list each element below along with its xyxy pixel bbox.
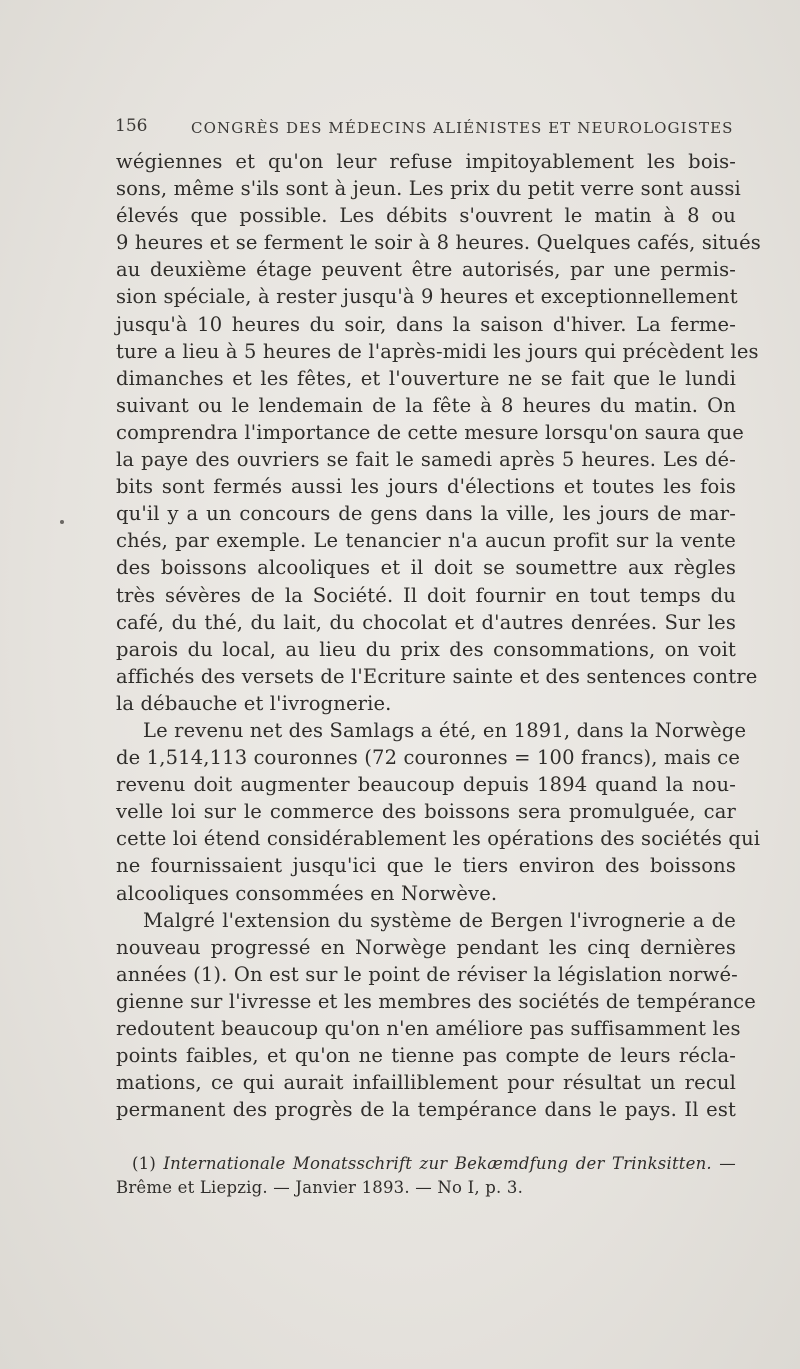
text-line: parois du local, au lieu du prix des consommations, on voit bbox=[116, 637, 736, 661]
text-line: suivant ou le lendemain de la fête à 8 heures du matin. On bbox=[116, 393, 736, 417]
text-line: très sévères de la Société. Il doit fournir en tout temps du bbox=[116, 583, 736, 607]
text-line: nouveau progressé en Norwège pendant les cinq dernières bbox=[116, 935, 736, 959]
text-line: qu'il y a un concours de gens dans la ville, les jours de mar- bbox=[116, 502, 736, 526]
text-line: permanent des progrès de la tempérance dans le pays. Il est bbox=[116, 1098, 736, 1122]
text-line: Le revenu net des Samlags a été, en 1891, dans la Norwège bbox=[143, 718, 747, 742]
ink-speck bbox=[60, 520, 64, 524]
footnote bbox=[116, 1152, 736, 1200]
footnote-marker: (1) bbox=[132, 1154, 156, 1173]
text-line: jusqu'à 10 heures du soir, dans la saison d'hiver. La ferme- bbox=[116, 312, 736, 336]
text-line: alcooliques consommées en Norwève. bbox=[116, 881, 498, 905]
text-line: velle loi sur le commerce des boissons sera promulguée, car bbox=[116, 800, 736, 824]
text-line: comprendra l'importance de cette mesure lorsqu'on saura que bbox=[116, 420, 744, 444]
text-line: chés, par exemple. Le tenancier n'a aucun profit sur la vente bbox=[116, 529, 736, 553]
text-line: bits sont fermés aussi les jours d'élections et toutes les fois bbox=[116, 475, 736, 499]
text-line: sion spéciale, à rester jusqu'à 9 heures et exceptionnellement bbox=[116, 285, 738, 309]
body-text bbox=[116, 148, 761, 1123]
text-line: de 1,514,113 couronnes (72 couronnes = 100 francs), mais ce bbox=[116, 746, 741, 770]
text-line: 9 heures et se ferment le soir à 8 heures. Quelques cafés, situés bbox=[116, 231, 761, 255]
text-line: ture a lieu à 5 heures de l'après-midi les jours qui précèdent les bbox=[116, 339, 759, 363]
text-line: cette loi étend considérablement les opérations des sociétés qui bbox=[116, 827, 761, 851]
text-line: mations, ce qui aurait infailliblement pour résultat un recul bbox=[116, 1071, 736, 1095]
text-line: au deuxième étage peuvent être autorisés, par une permis- bbox=[116, 258, 736, 282]
footnote-dash: — bbox=[719, 1154, 736, 1173]
text-line: gienne sur l'ivresse et les membres des sociétés de tempérance bbox=[116, 989, 756, 1013]
footnote-line: Brême et Liepzig. — Janvier 1893. — No I, p. 3. bbox=[116, 1178, 524, 1197]
text-line: wégiennes et qu'on leur refuse impitoyablement les bois- bbox=[116, 150, 736, 173]
text-line: la débauche et l'ivrognerie. bbox=[116, 691, 392, 715]
text-line: sons, même s'ils sont à jeun. Les prix du petit verre sont aussi bbox=[116, 177, 741, 201]
running-head bbox=[115, 116, 734, 140]
text-line: des boissons alcooliques et il doit se soumettre aux règles bbox=[116, 556, 736, 580]
running-title: CONGRÈS DES MÉDECINS ALIÉNISTES ET NEUROLOGISTES bbox=[191, 119, 734, 137]
text-line: ne fournissaient jusqu'ici que le tiers environ des boissons bbox=[116, 854, 736, 878]
footnote-line bbox=[116, 1152, 736, 1176]
text-line: redoutent beaucoup qu'on n'en améliore pas suffisamment les bbox=[116, 1017, 741, 1040]
text-line: points faibles, et qu'on ne tienne pas compte de leurs récla- bbox=[116, 1044, 736, 1068]
text-line: Malgré l'extension du système de Bergen l'ivrognerie a de bbox=[143, 908, 736, 932]
text-line: café, du thé, du lait, du chocolat et d'autres denrées. Sur les bbox=[116, 610, 736, 634]
text-line: élevés que possible. Les débits s'ouvrent le matin à 8 ou bbox=[116, 204, 736, 228]
footnote-journal-title: Internationale Monatsschrift zur Bekæmdfung der Trinksitten. bbox=[163, 1154, 712, 1173]
text-line: dimanches et les fêtes, et l'ouverture ne se fait que le lundi bbox=[116, 366, 736, 390]
page-number: 156 bbox=[115, 116, 148, 136]
text-line: la paye des ouvriers se fait le samedi après 5 heures. Les dé- bbox=[116, 448, 736, 472]
text-line: revenu doit augmenter beaucoup depuis 1894 quand la nou- bbox=[116, 773, 736, 797]
text-line: années (1). On est sur le point de réviser la législation norwé- bbox=[116, 962, 738, 986]
text-line: affichés des versets de l'Ecriture sainte et des sentences contre bbox=[116, 664, 758, 688]
